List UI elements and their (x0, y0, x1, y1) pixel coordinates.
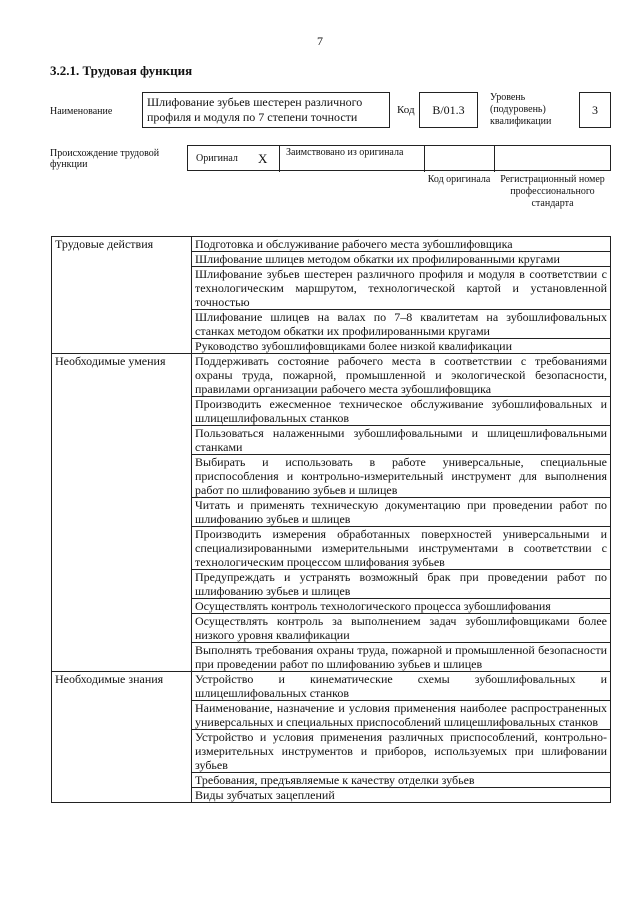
code-original-cell (425, 146, 495, 172)
page-number: 7 (317, 34, 323, 48)
skill-item: Выполнять требования охраны труда, пожарной и промышленной безопасности при проведении работ по шлифованию зубьев и шлицев (192, 643, 611, 672)
skill-item: Предупреждать и устранять возможный брак при проведении работ по шлифованию зубьев и шлицев (192, 570, 611, 599)
skill-item: Поддерживать состояние рабочего места в соответствии с требованиями охраны труда, пожарной, промышленной и экологической безопасности, правилами организации рабочего места зубошлифовщика (192, 354, 611, 397)
original-cell (188, 146, 280, 172)
knowledge-item: Устройство и условия применения различных приспособлений, контрольно-измерительных инструментов и приборов, используемых при шлифовании зубьев (192, 730, 611, 773)
skill-item: Осуществлять контроль за выполнением задач зубошлифовщиками более низкого уровня квалификации (192, 614, 611, 643)
skill-item: Осуществлять контроль технологического процесса зубошлифования (192, 599, 611, 614)
labor-action-item: Подготовка и обслуживание рабочего места зубошлифовщика (192, 237, 611, 252)
skill-item: Производить измерения обработанных поверхностей универсальными и специализированными измерительными инструментами в соответствии с технологическим процессом шлифования зубьев (192, 527, 611, 570)
section-title: 3.2.1. Трудовая функция (50, 63, 193, 78)
origin-row (187, 145, 611, 171)
knowledge-item: Наименование, назначение и условия применения наиболее распространенных универсальных и специальных приспособлений шлицешлифовальных станков (192, 701, 611, 730)
knowledge-label: Необходимые знания (52, 672, 192, 803)
code-label: Код (397, 104, 415, 116)
name-label: Наименование (50, 106, 113, 117)
table-row (52, 237, 611, 252)
skill-item: Читать и применять техническую документацию при проведении работ по шлифованию зубьев и шлицев (192, 498, 611, 527)
level-label: Уровень (подуровень) квалификации (490, 92, 552, 127)
code-original-label: Код оригинала (427, 174, 491, 185)
table-row (52, 672, 611, 701)
borrowed-cell (280, 146, 425, 172)
reg-number-label: Регистрационный номер профессионального стандарта (500, 174, 605, 209)
knowledge-item: Требования, предъявляемые к качеству отделки зубьев (192, 773, 611, 788)
function-table (51, 236, 611, 803)
function-name-field: Шлифование зубьев шестерен различного профиля и модуля по 7 степени точности (142, 92, 390, 128)
code-field: B/01.3 (419, 92, 478, 128)
labor-action-item: Шлифование шлицев на валах по 7–8 квалитетам на зубошлифовальных станках методом обкатки их профилированными кругами (192, 310, 611, 339)
knowledge-item: Устройство и кинематические схемы зубошлифовальных и шлицешлифовальных станков (192, 672, 611, 701)
knowledge-item: Виды зубчатых зацеплений (192, 788, 611, 803)
skill-item: Выбирать и использовать в работе универсальные, специальные приспособления и контрольно-измерительный инструмент для выполнения работ по шлифованию зубьев и шлицев (192, 455, 611, 498)
labor-action-item: Шлифование шлицев методом обкатки их профилированными кругами (192, 252, 611, 267)
labor-action-item: Шлифование зубьев шестерен различного профиля и модуля в соответствии с технологическим маршрутом, технологической картой и установленной точностью (192, 267, 611, 310)
skill-item: Производить ежесменное техническое обслуживание зубошлифовальных и шлицешлифовальных станков (192, 397, 611, 426)
level-field: 3 (579, 92, 611, 128)
table-row (52, 354, 611, 397)
borrowed-label: Заимствовано из оригинала (286, 147, 404, 158)
origin-label: Происхождение трудовой функции (50, 148, 160, 170)
reg-number-cell (495, 146, 610, 172)
original-label: Оригинал (196, 153, 238, 164)
skill-item: Пользоваться налаженными зубошлифовальными и шлицешлифовальными станками (192, 426, 611, 455)
labor-action-item: Руководство зубошлифовщиками более низкой квалификации (192, 339, 611, 354)
skills-label: Необходимые умения (52, 354, 192, 672)
labor-actions-label: Трудовые действия (52, 237, 192, 354)
original-mark: X (258, 151, 268, 166)
